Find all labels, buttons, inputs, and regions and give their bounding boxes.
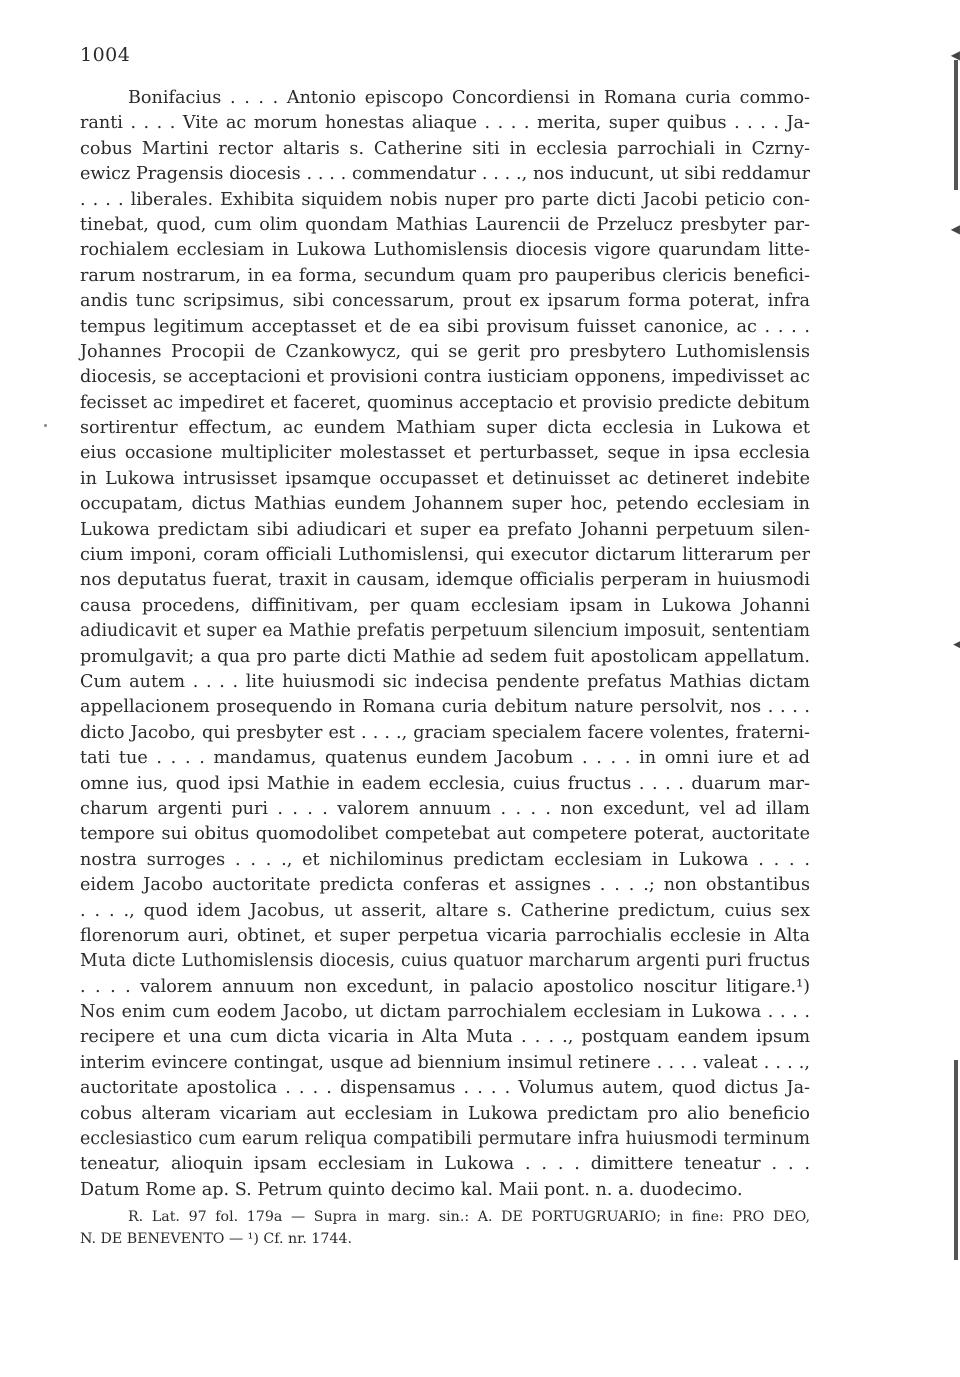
scan-edge-arrow-icon: ◀ (950, 222, 960, 236)
page-number: 1004 (80, 44, 131, 66)
text-line: tempus legitimum acceptasset et de ea sibi provisum fuisset canonice, ac . . . . (80, 316, 810, 337)
footnote-line: R. Lat. 97 fol. 179a — Supra in marg. sin.: A. DE PORTUGRUARIO; in fine: PRO DEO, (128, 1209, 810, 1225)
text-line: occupatam, dictus Mathias eundem Johannem super hoc, petendo ecclesiam in (80, 494, 810, 515)
text-line: . . . . liberales. Exhibita siquidem nobis nuper pro parte dicti Jacobi peticio con- (80, 189, 810, 210)
text-line: sortirentur effectum, ac eundem Mathiam super dicta ecclesia in Lukowa et (80, 418, 810, 439)
footnote-line: N. DE BENEVENTO — ¹) Cf. nr. 1744. (80, 1231, 352, 1247)
footnote (80, 1206, 810, 1250)
text-line: Cum autem . . . . lite huiusmodi sic indecisa pendente prefatus Mathias dictam (80, 671, 810, 692)
text-line: rarum nostrarum, in ea forma, secundum quam pro pauperibus clericis benefici- (80, 265, 810, 286)
text-line: Johannes Procopii de Czankowycz, qui se gerit pro presbytero Luthomislensis (80, 341, 810, 362)
main-text (80, 86, 810, 1203)
scan-edge-mark (954, 60, 958, 190)
text-line: ewicz Pragensis diocesis . . . . commendatur . . . ., nos inducunt, ut sibi reddamur (80, 164, 810, 185)
scan-speck (44, 424, 47, 427)
text-line: omne ius, quod ipsi Mathie in eadem ecclesia, cuius fructus . . . . duarum mar- (80, 773, 810, 794)
text-line: Datum Rome ap. S. Petrum quinto decimo kal. Maii pont. n. a. duodecimo. (80, 1179, 743, 1200)
text-line: auctoritate apostolica . . . . dispensamus . . . . Volumus autem, quod dictus Ja- (80, 1078, 810, 1099)
text-line: ranti . . . . Vite ac morum honestas aliaque . . . . merita, super quibus . . . . Ja- (80, 113, 810, 134)
text-line: tati tue . . . . mandamus, quatenus eundem Jacobum . . . . in omni iure et ad (80, 748, 810, 769)
text-line: nostra surroges . . . ., et nichilominus predictam ecclesiam in Lukowa . . . . (80, 849, 810, 870)
text-line: cobus Martini rector altaris s. Catherine siti in ecclesia parrochiali in Czrny- (80, 138, 810, 159)
text-line: teneatur, alioquin ipsam ecclesiam in Lukowa . . . . dimittere teneatur . . . (80, 1154, 810, 1175)
text-line: tinebat, quod, cum olim quondam Mathias Laurencii de Przelucz presbyter par- (80, 214, 810, 235)
text-line: adiudicavit et super ea Mathie prefatis perpetuum silencium imposuit, sententiam (80, 621, 810, 642)
text-line: florenorum auri, obtinet, et super perpetua vicaria parrochialis ecclesie in Alta (80, 925, 810, 946)
text-line: promulgavit; a qua pro parte dicti Mathie ad sedem fuit apostolicam appellatum. (80, 646, 810, 667)
text-line: dicto Jacobo, qui presbyter est . . . ., graciam specialem facere volentes, fraterni- (80, 722, 810, 743)
text-line: in Lukowa intrusisset ipsamque occupasset et detinuisset ac detineret indebite (80, 468, 810, 489)
text-line: nos deputatus fuerat, traxit in causam, idemque officialis perperam in huiusmodi (80, 570, 810, 591)
text-line: Bonifacius . . . . Antonio episcopo Concordiensi in Romana curia commo- (128, 88, 810, 108)
text-line: Muta dicte Luthomislensis diocesis, cuius quatuor marcharum argenti puri fructus (80, 951, 810, 972)
text-line: interim evincere contingat, usque ad biennium insimul retinere . . . . valeat . . . ., (80, 1052, 810, 1073)
text-line: andis tunc scripsimus, sibi concessarum, prout ex ipsarum forma poterat, infra (80, 291, 810, 312)
text-line: diocesis, se acceptacioni et provisioni contra iusticiam opponens, impedivisset ac (80, 367, 810, 388)
text-line: Nos enim cum eodem Jacobo, ut dictam parrochialem ecclesiam in Lukowa . . . . (80, 1002, 810, 1023)
text-line: Lukowa predictam sibi adiudicari et super ea prefato Johanni perpetuum silen- (80, 519, 810, 540)
text-line: eius occasione multipliciter molestasset et perturbasset, seque in ipsa ecclesia (80, 443, 810, 464)
text-line: rochialem ecclesiam in Lukowa Luthomislensis diocesis vigore quarundam litte- (80, 240, 810, 261)
text-line: cobus alteram vicariam aut ecclesiam in Lukowa predictam pro alio beneficio (80, 1103, 810, 1124)
text-line: eidem Jacobo auctoritate predicta conferas et assignes . . . .; non obstantibus (80, 875, 810, 896)
scan-edge-mark (954, 1060, 958, 1260)
text-line: tempore sui obitus quomodolibet competebat aut competere poterat, auctoritate (80, 824, 810, 845)
scan-edge-arrow-icon: ◀ (950, 48, 960, 62)
text-line: recipere et una cum dicta vicaria in Alta Muta . . . ., postquam eandem ipsum (80, 1027, 810, 1048)
text-line: ecclesiastico cum earum reliqua compatibili permutare infra huiusmodi terminum (80, 1129, 810, 1150)
text-line: causa procedens, diffinitivam, per quam ecclesiam ipsam in Lukowa Johanni (80, 595, 810, 616)
text-line: cium imponi, coram officiali Luthomislensi, qui executor dictarum litterarum per (80, 545, 810, 566)
text-line: appellacionem prosequendo in Romana curia debitum nature persolvit, nos . . . . (80, 697, 810, 718)
text-line: charum argenti puri . . . . valorem annuum . . . . non excedunt, vel ad illam (80, 798, 810, 819)
text-line: . . . . valorem annuum non excedunt, in palacio apostolico noscitur litigare.¹) (80, 976, 810, 997)
text-line: . . . ., quod idem Jacobus, ut asserit, altare s. Catherine predictum, cuius sex (80, 900, 810, 921)
text-line: fecisset ac impediret et faceret, quominus acceptacio et provisio predicte debitum (80, 392, 810, 413)
scan-edge-arrow-icon: ◀ (953, 640, 960, 650)
